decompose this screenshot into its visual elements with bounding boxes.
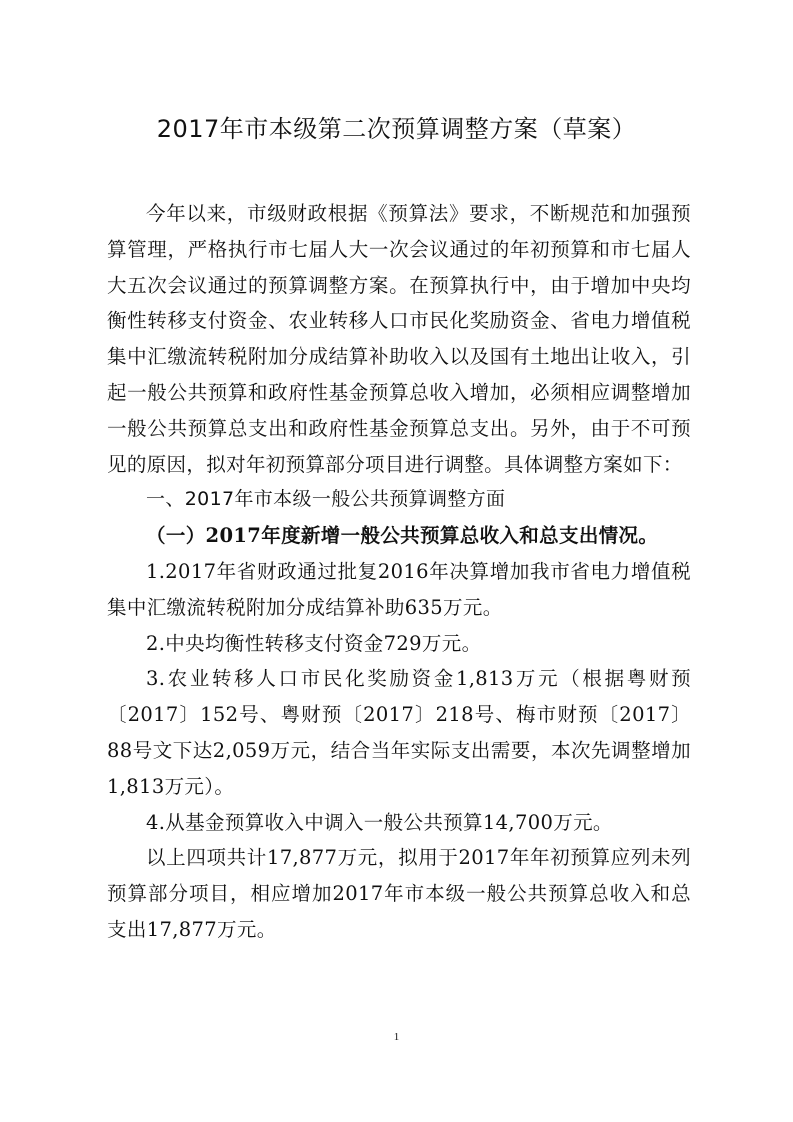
section-heading-1: 一、2017年市本级一般公共预算调整方面 <box>146 488 506 511</box>
item-2-paragraph: 2.中央均衡性转移支付资金729万元。 <box>146 631 482 655</box>
document-body <box>107 196 691 948</box>
document-title: 2017年市本级第二次预算调整方案（草案） <box>156 115 637 143</box>
subsection-heading-1: （一）2017年度新增一般公共预算总收入和总支出情况。 <box>146 524 659 548</box>
item-4-paragraph: 4.从基金预算收入中调入一般公共预算14,700万元。 <box>146 810 613 834</box>
page-number: 1 <box>393 1031 400 1043</box>
intro-paragraph: 今年以来，市级财政根据《预算法》要求，不断规范和加强预算管理，严格执行市七届人大一次会议通过的年初预算和市七届人大五次会议通过的预算调整方案。在预算执行中，由于增加中央均衡性转移支付资金、农业转移人口市民化奖励资金、省电力增值税集中汇缴流转税附加分成结算补助收入以及国有土地出让收入，引起一般公共预算和政府性基金预算总收入增加，必须相应调整增加一般公共预算总支出和政府性基金预算总支出。另外，由于不可预见的原因，拟对年初预算部分项目进行调整。具体调整方案如下： <box>107 202 691 476</box>
item-3-paragraph: 3.农业转移人口市民化奖励资金1,813万元（根据粤财预〔2017〕152号、粤财预〔2017〕218号、梅市财预〔2017〕88号文下达2,059万元，结合当年实际支出需要，本次先调整增加1,813万元）。 <box>107 667 691 798</box>
item-1-paragraph: 1.2017年省财政通过批复2016年决算增加我市省电力增值税集中汇缴流转税附加分成结算补助635万元。 <box>107 559 691 619</box>
summary-paragraph: 以上四项共计17,877万元，拟用于2017年年初预算应列未列预算部分项目，相应增加2017年市本级一般公共预算总收入和总支出17,877万元。 <box>107 846 691 941</box>
